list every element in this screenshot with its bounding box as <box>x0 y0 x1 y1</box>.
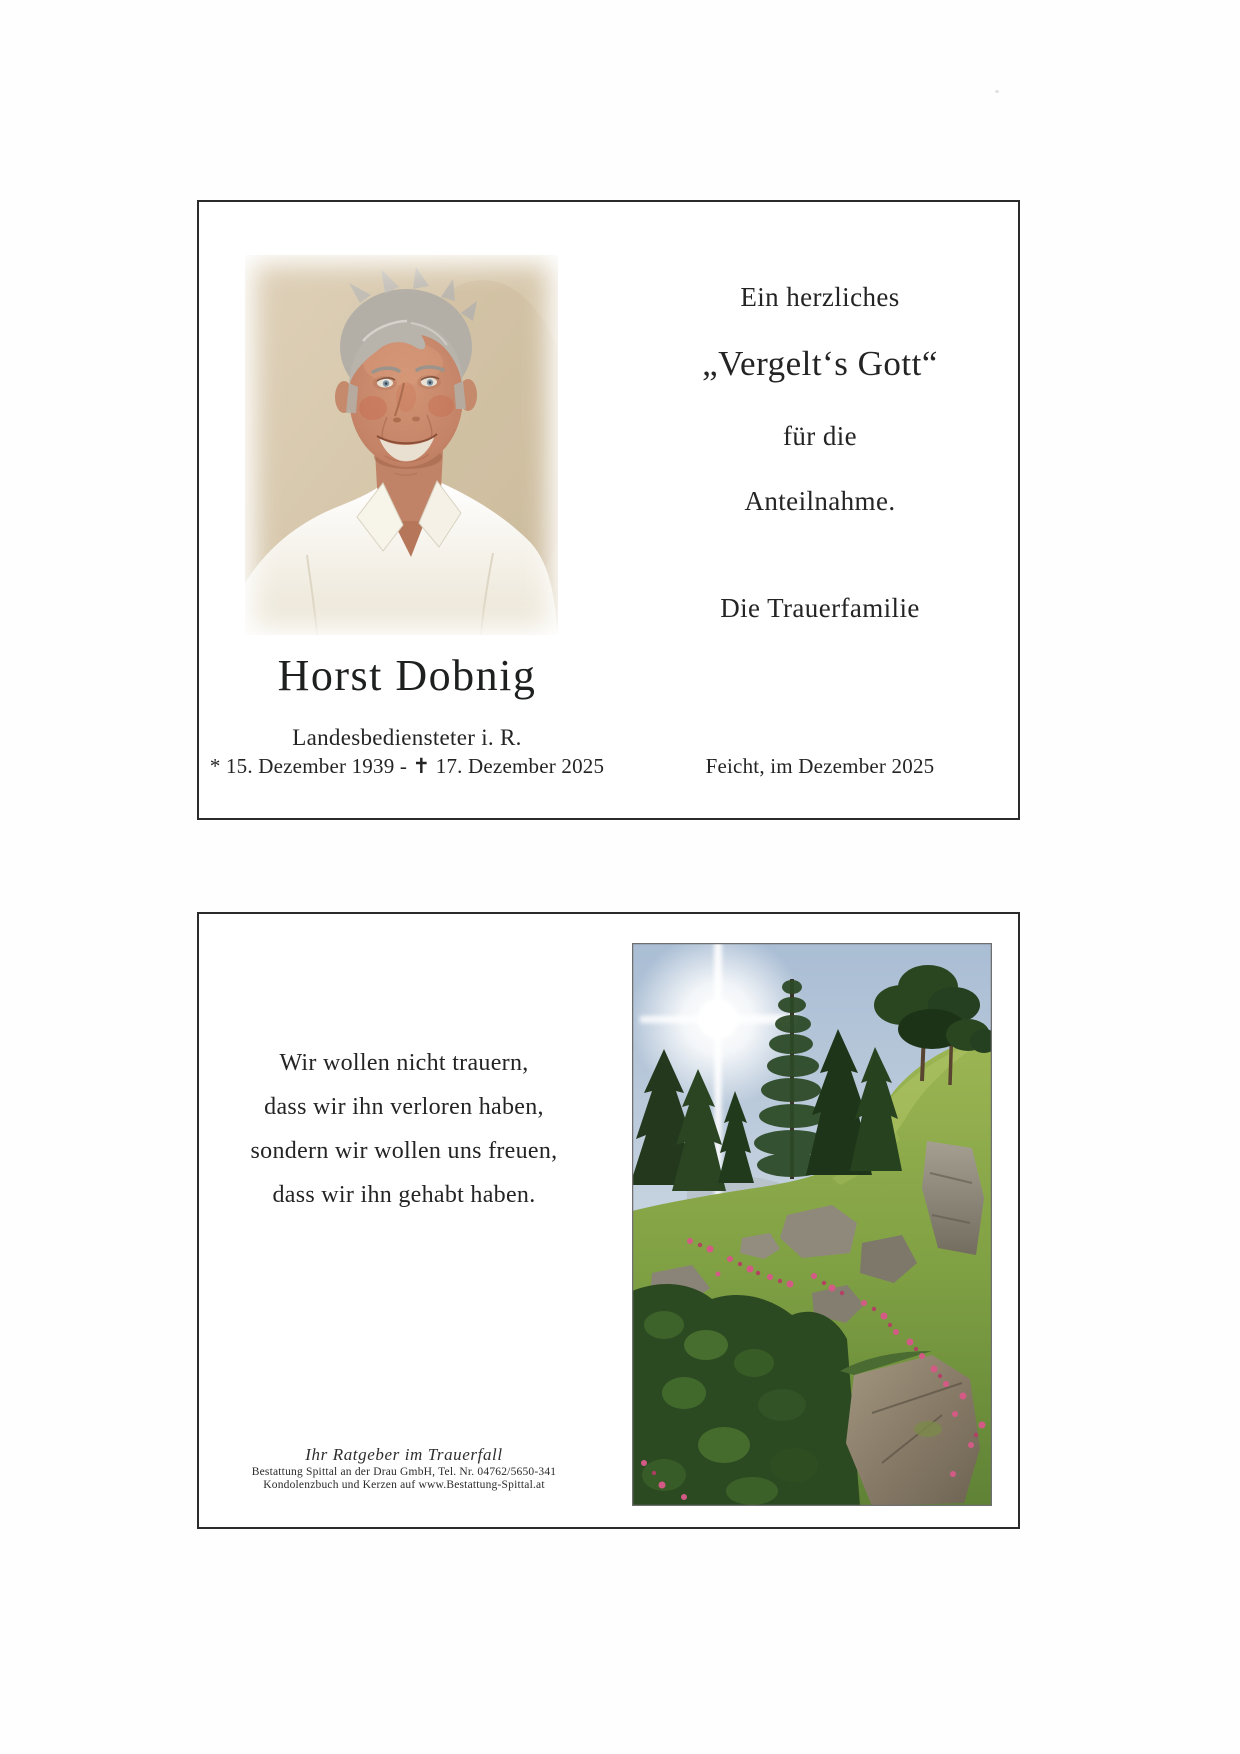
landscape-photo <box>632 943 992 1506</box>
thanks-line-3: für die <box>782 421 858 451</box>
poem-line: Wir wollen nicht trauern, <box>279 1050 529 1076</box>
poem-line: sondern wir wollen uns freuen, <box>250 1138 558 1164</box>
deceased-name: Horst Dobnig <box>277 651 537 700</box>
memorial-thanks-card <box>197 200 1020 820</box>
funeral-home-condolence: Kondolenzbuch und Kerzen auf www.Bestattung-Spittal.at <box>263 1479 545 1491</box>
thanks-line-4: Anteilnahme. <box>744 486 896 516</box>
scan-speck <box>995 90 999 93</box>
poem-line: dass wir ihn verloren haben, <box>264 1094 544 1120</box>
thanks-line-2: „Vergelt‘s Gott“ <box>702 344 938 383</box>
funeral-home-tagline: Ihr Ratgeber im Trauerfall <box>305 1445 503 1464</box>
verse-card <box>197 912 1020 1529</box>
life-dates: * 15. Dezember 1939 - ✝ 17. Dezember 2025 <box>209 754 605 778</box>
poem <box>199 1041 609 1217</box>
deceased-title: Landesbediensteter i. R. <box>292 725 522 750</box>
place-date: Feicht, im Dezember 2025 <box>705 754 935 778</box>
thanks-line-1: Ein herzliches <box>740 282 900 312</box>
closing-family: Die Trauerfamilie <box>720 593 920 623</box>
portrait-photo <box>245 255 558 635</box>
funeral-home-company: Bestattung Spittal an der Drau GmbH, Tel. Nr. 04762/5650-341 <box>251 1466 557 1478</box>
poem-line: dass wir ihn gehabt haben. <box>272 1182 536 1208</box>
